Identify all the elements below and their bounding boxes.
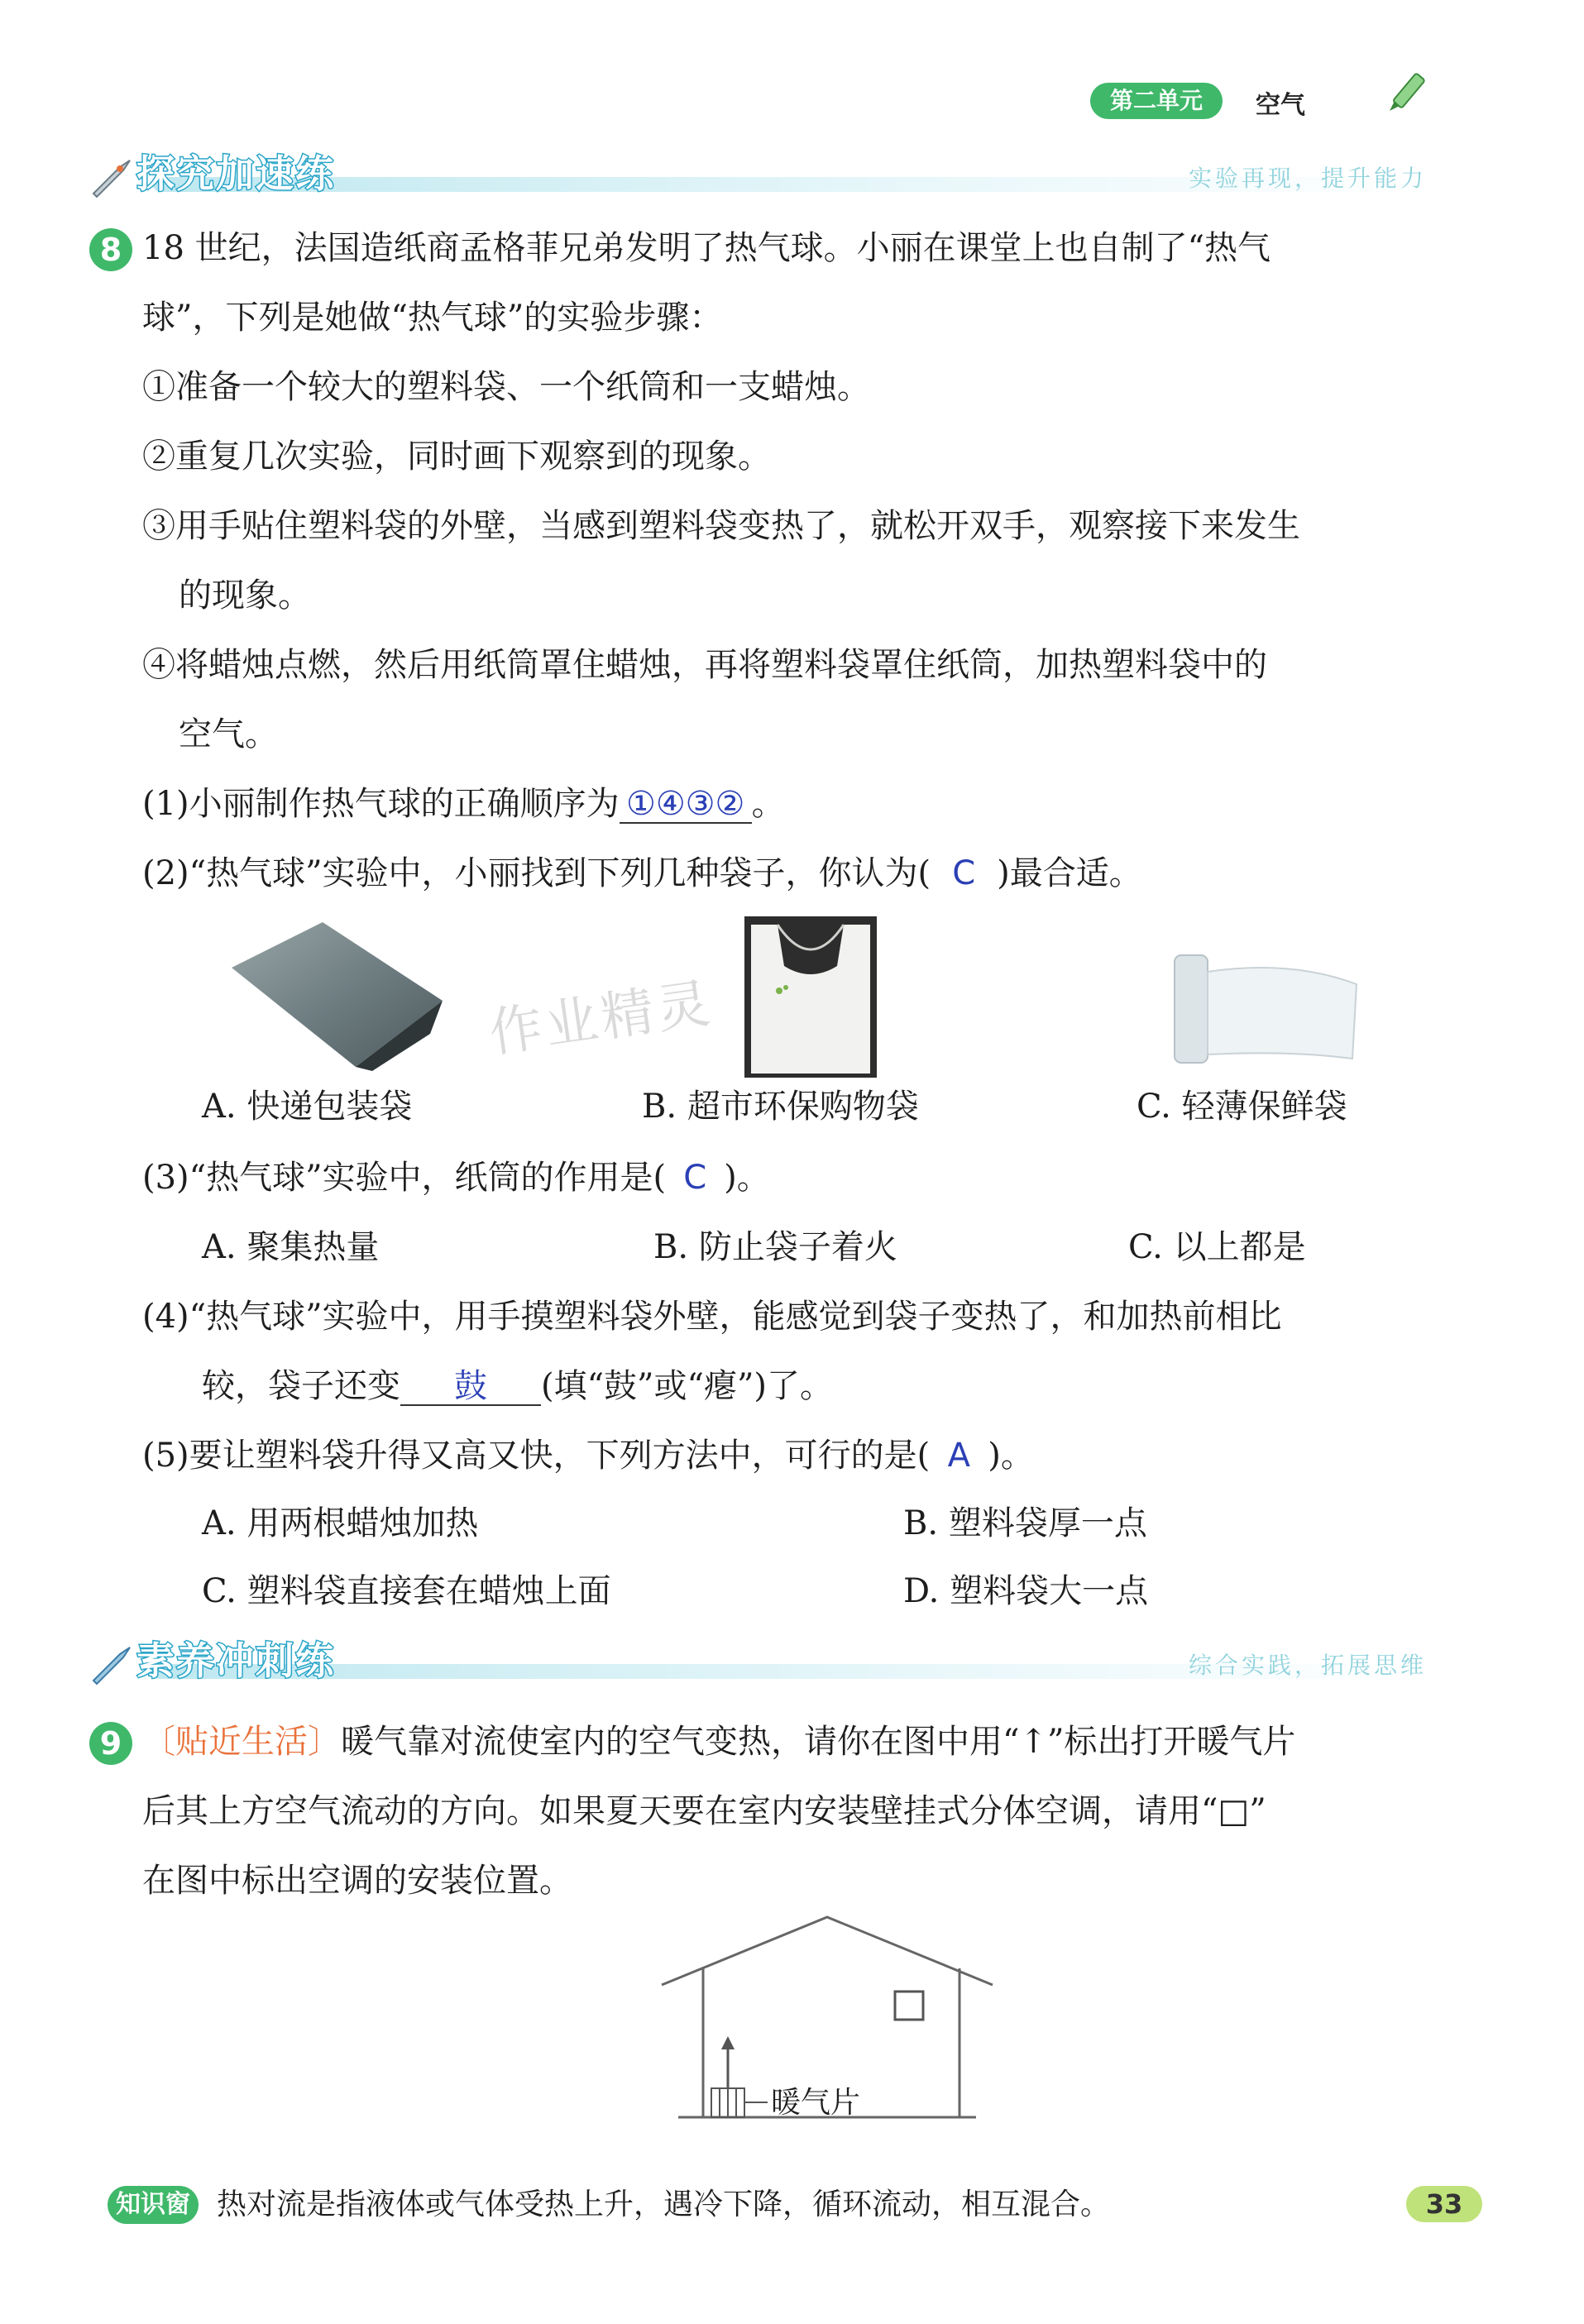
- q8-step-4: ④将蜡烛点燃，然后用纸筒罩住蜡烛，再将塑料袋罩住纸筒，加热塑料袋中的: [142, 646, 1267, 684]
- q8-part2-end: )最合适。: [997, 854, 1142, 892]
- section-subtitle: 综合实践，拓展思维: [1188, 1652, 1427, 1679]
- q8-part4-text: 较，袋子还变: [202, 1367, 400, 1405]
- q9-line1-text: 暖气靠对流使室内的空气变热，请你在图中用“↑”标出打开暖气片: [341, 1723, 1296, 1761]
- q8-part3-option-a: A. 聚集热量: [202, 1228, 380, 1266]
- knowledge-text: 热对流是指液体或气体受热上升，遇冷下降，循环流动，相互混合。: [217, 2188, 1111, 2221]
- pencil-icon: [1381, 68, 1431, 117]
- section-title: 素养冲刺练: [136, 1638, 335, 1683]
- house-roof: [662, 1917, 993, 1985]
- unit-topic: 空气: [1256, 91, 1305, 120]
- q9-line2: 后其上方空气流动的方向。如果夏天要在室内安装壁挂式分体空调，请用“□”: [142, 1792, 1266, 1830]
- q8-intro-line2: 球”，下列是她做“热气球”的实验步骤：: [142, 299, 723, 337]
- q8-part4-line2: [202, 1363, 833, 1409]
- arrow-head: [721, 2036, 735, 2049]
- q8-part5-answer: A: [947, 1437, 970, 1475]
- q8-part4-answer: 鼓: [400, 1363, 541, 1406]
- q8-intro-line1: 18 世纪，法国造纸商孟格菲兄弟发明了热气球。小丽在课堂上也自制了“热气: [142, 229, 1271, 267]
- shopping-bag-image: [744, 916, 877, 1078]
- q8-step-3-cont: 的现象。: [179, 576, 311, 614]
- unit-badge: 第二单元: [1090, 83, 1223, 119]
- bag-option-a: A. 快递包装袋: [202, 1088, 413, 1126]
- courier-bag-image: [223, 918, 447, 1075]
- section-subtitle: 实验再现，提升能力: [1188, 165, 1427, 192]
- q8-part5: [142, 1432, 1034, 1479]
- q8-part3-option-c: C. 以上都是: [1128, 1228, 1306, 1266]
- q8-part3-option-b: B. 防止袋子着火: [653, 1228, 897, 1266]
- q8-part5-option-b: B. 塑料袋厚一点: [903, 1504, 1147, 1542]
- section-title: 探究加速练: [136, 151, 335, 196]
- radiator-label: 暖气片: [771, 2086, 861, 2120]
- section-banner-explore: [87, 149, 1427, 202]
- bag-option-c: C. 轻薄保鲜袋: [1137, 1088, 1347, 1126]
- q9-tag: 〔贴近生活〕: [142, 1723, 341, 1761]
- air-conditioner-box: [895, 1992, 923, 2020]
- q8-part1-text: (1)小丽制作热气球的正确顺序为: [142, 785, 620, 823]
- watermark: 作业精灵: [486, 973, 717, 1065]
- q8-part5-end: )。: [988, 1437, 1034, 1475]
- q8-part3-answer: C: [683, 1159, 707, 1197]
- q8-part4-end: (填“鼓”或“瘪”)了。: [541, 1367, 834, 1405]
- q8-part5-option-d: D. 塑料袋大一点: [903, 1572, 1149, 1610]
- q8-part3-text: (3)“热气球”实验中，纸筒的作用是(: [142, 1159, 667, 1197]
- q8-step-1: ①准备一个较大的塑料袋、一个纸筒和一支蜡烛。: [142, 368, 870, 406]
- q9-line1: [142, 1719, 1295, 1765]
- page-number: 33: [1406, 2186, 1482, 2222]
- q8-part1-end: 。: [751, 785, 785, 823]
- q8-step-3: ③用手贴住塑料袋的外壁，当感到塑料袋变热了，就松开双手，观察接下来发生: [142, 507, 1300, 545]
- q8-part1-answer: ①④③②: [620, 781, 752, 824]
- q8-part5-option-c: C. 塑料袋直接套在蜡烛上面: [202, 1572, 611, 1610]
- rocket-icon: [87, 1641, 136, 1687]
- q8-part2-text: (2)“热气球”实验中，小丽找到下列几种袋子，你认为(: [142, 854, 931, 892]
- q8-part4-line1: (4)“热气球”实验中，用手摸塑料袋外壁，能感觉到袋子变热了，和加热前相比: [142, 1298, 1282, 1336]
- q8-part2-answer: C: [952, 854, 976, 892]
- cling-wrap-image: [1166, 951, 1365, 1067]
- bag-option-b: B. 超市环保购物袋: [642, 1088, 919, 1126]
- q8-part5-option-a: A. 用两根蜡烛加热: [202, 1504, 479, 1542]
- knowledge-tag: 知识窗: [108, 2186, 199, 2224]
- q8-part1: [142, 781, 785, 827]
- question-number-8: 8: [89, 228, 132, 271]
- q8-part3-end: )。: [724, 1159, 770, 1197]
- question-number-9: 9: [89, 1722, 132, 1765]
- section-banner-literacy: [87, 1636, 1427, 1689]
- q8-part5-text: (5)要让塑料袋升得又高又快，下列方法中，可行的是(: [142, 1437, 931, 1475]
- q9-line3: 在图中标出空调的安装位置。: [142, 1862, 572, 1900]
- q8-step-4-cont: 空气。: [179, 715, 278, 753]
- q8-step-2: ②重复几次实验，同时画下观察到的现象。: [142, 438, 771, 476]
- q8-part2: [142, 850, 1142, 897]
- q8-part3: [142, 1155, 770, 1201]
- rocket-icon: [87, 154, 136, 200]
